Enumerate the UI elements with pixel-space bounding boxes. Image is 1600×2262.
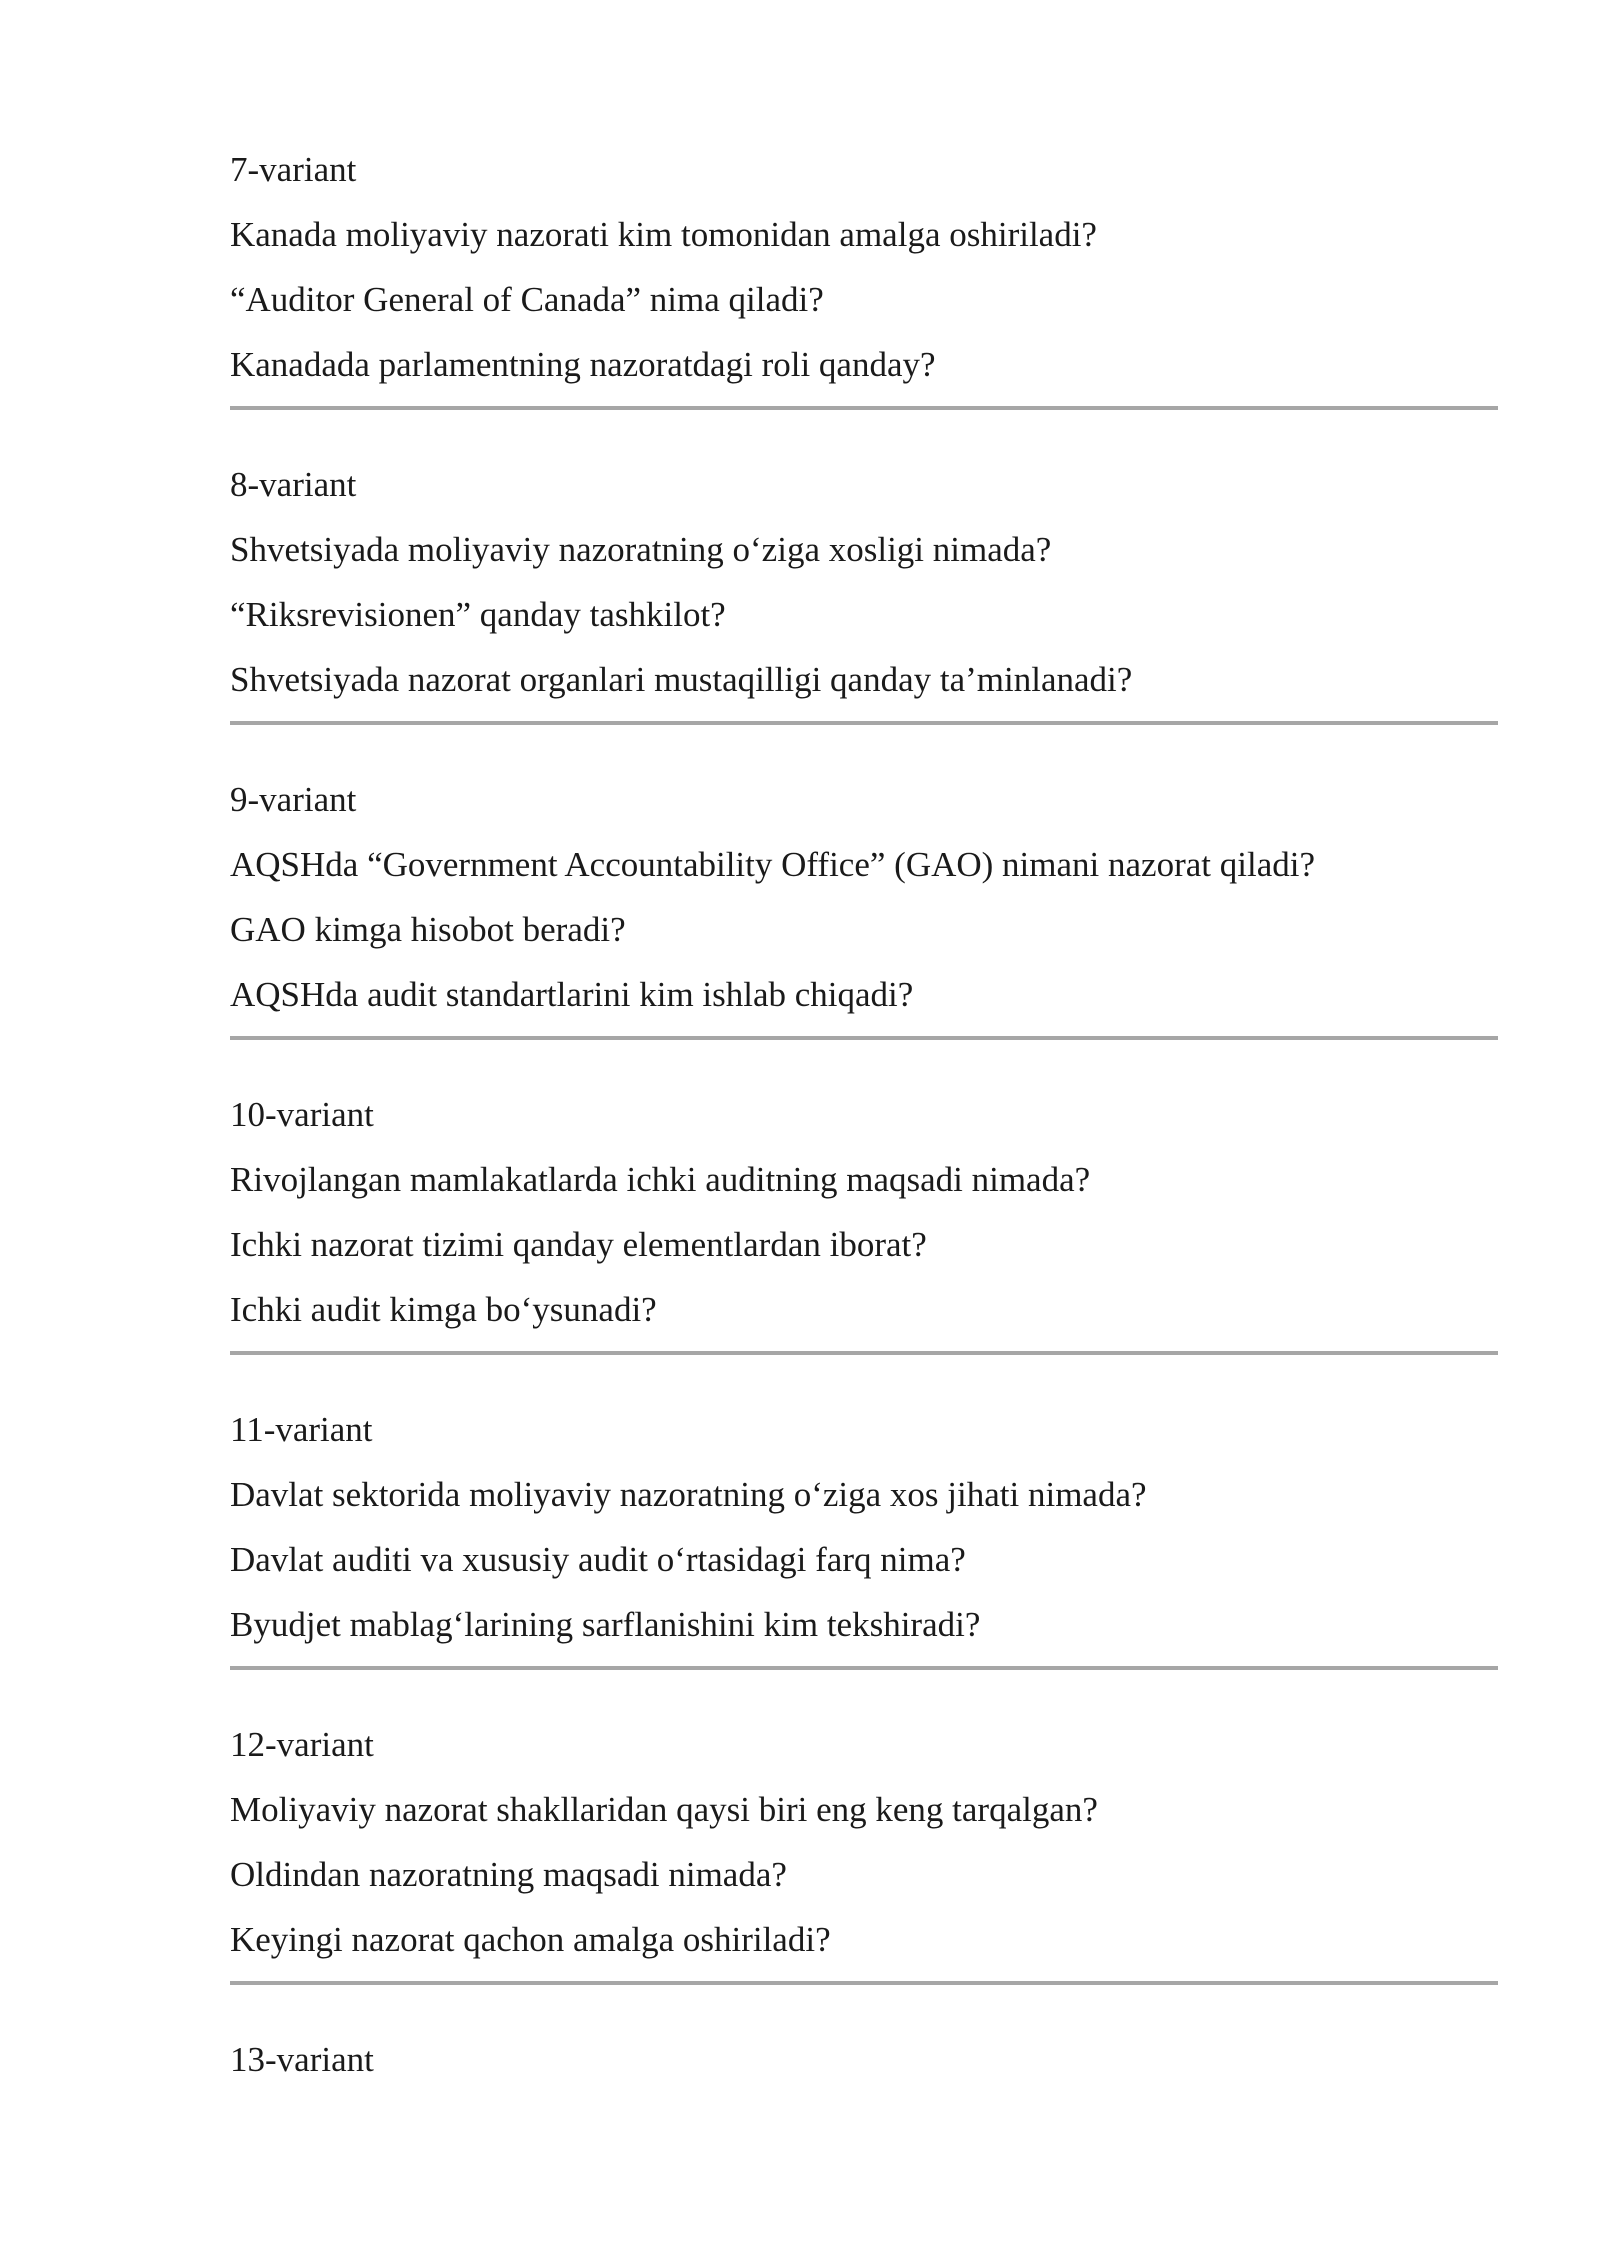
variant-title: 13-variant: [230, 2040, 374, 2079]
question-text: Kanadada parlamentning nazoratdagi roli qanday?: [230, 345, 936, 384]
question-text: Oldindan nazoratning maqsadi nimada?: [230, 1855, 787, 1894]
variant-title: 9-variant: [230, 780, 357, 819]
question-text: Davlat auditi va xususiy audit o‘rtasidagi farq nima?: [230, 1540, 966, 1579]
document-page: [230, 148, 1498, 2103]
question-text: Kanada moliyaviy nazorati kim tomonidan amalga oshiriladi?: [230, 215, 1097, 254]
variant-section: [230, 463, 1498, 725]
variant-section: [230, 1093, 1498, 1355]
variant-title: 12-variant: [230, 1725, 374, 1764]
horizontal-divider: [230, 1351, 1498, 1355]
question-text: Ichki audit kimga bo‘ysunadi?: [230, 1290, 657, 1329]
question-text: Moliyaviy nazorat shakllaridan qaysi biri eng keng tarqalgan?: [230, 1790, 1098, 1829]
variant-section: [230, 1723, 1498, 1985]
variant-title: 8-variant: [230, 465, 357, 504]
horizontal-divider: [230, 1036, 1498, 1040]
question-text: GAO kimga hisobot beradi?: [230, 910, 626, 949]
question-text: Rivojlangan mamlakatlarda ichki auditning maqsadi nimada?: [230, 1160, 1091, 1199]
horizontal-divider: [230, 1981, 1498, 1985]
question-text: AQSHda audit standartlarini kim ishlab chiqadi?: [230, 975, 914, 1014]
question-text: “Riksrevisionen” qanday tashkilot?: [230, 595, 726, 634]
question-text: Shvetsiyada nazorat organlari mustaqilligi qanday ta’minlanadi?: [230, 660, 1133, 699]
horizontal-divider: [230, 406, 1498, 410]
variant-section: [230, 148, 1498, 410]
question-text: “Auditor General of Canada” nima qiladi?: [230, 280, 824, 319]
variant-section: [230, 2038, 1498, 2082]
variant-title: 7-variant: [230, 150, 357, 189]
question-text: Keyingi nazorat qachon amalga oshiriladi?: [230, 1920, 831, 1959]
question-text: Davlat sektorida moliyaviy nazoratning o‘ziga xos jihati nimada?: [230, 1475, 1147, 1514]
variant-title: 10-variant: [230, 1095, 374, 1134]
question-text: Byudjet mablag‘larining sarflanishini kim tekshiradi?: [230, 1605, 981, 1644]
question-text: Shvetsiyada moliyaviy nazoratning o‘ziga xosligi nimada?: [230, 530, 1052, 569]
horizontal-divider: [230, 721, 1498, 725]
horizontal-divider: [230, 1666, 1498, 1670]
variant-section: [230, 778, 1498, 1040]
question-text: AQSHda “Government Accountability Office” (GAO) nimani nazorat qiladi?: [230, 845, 1315, 884]
variant-title: 11-variant: [230, 1410, 373, 1449]
question-text: Ichki nazorat tizimi qanday elementlardan iborat?: [230, 1225, 927, 1264]
variant-section: [230, 1408, 1498, 1670]
